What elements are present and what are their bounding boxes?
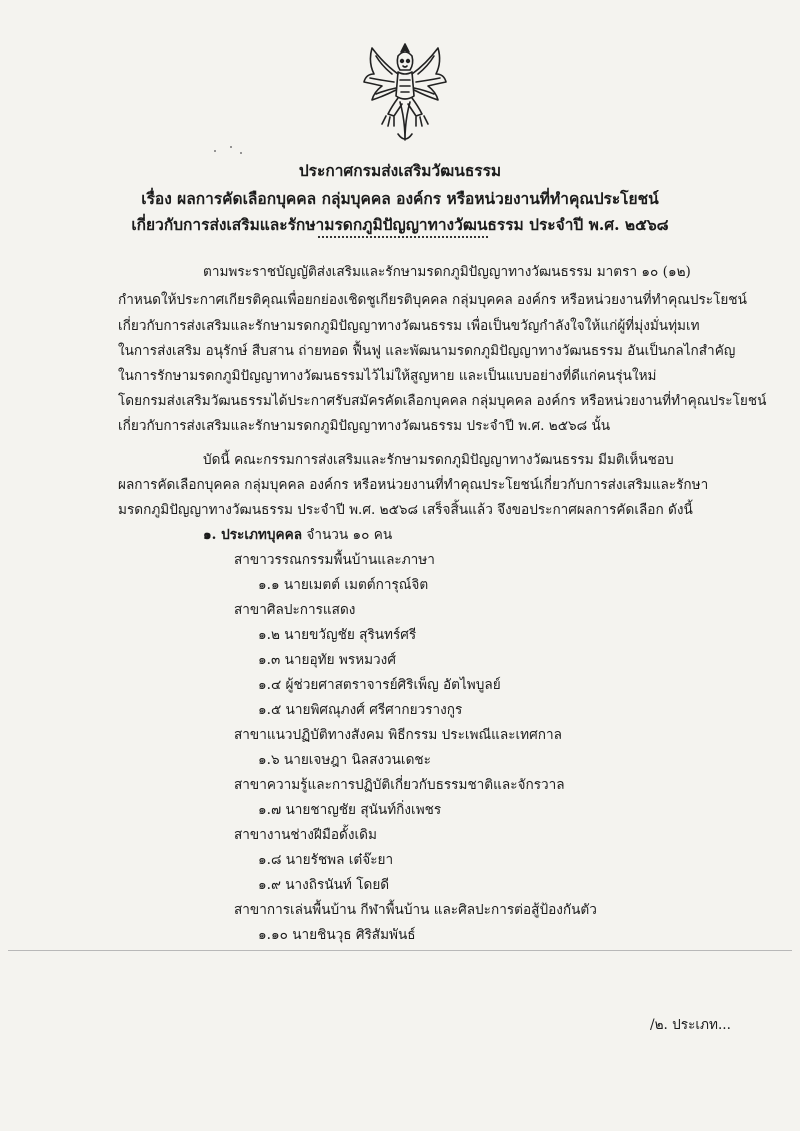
para2-line: มรดกภูมิปัญญาทางวัฒนธรรม ประจำปี พ.ศ. ๒๕๖๘ เสร็จสิ้นแล้ว จึงขอประกาศผลการคัดเลือก ดังนี้ bbox=[118, 502, 693, 518]
scan-speck bbox=[230, 146, 232, 148]
title-separator bbox=[318, 236, 488, 238]
para1-line: ตามพระราชบัญญัติส่งเสริมและรักษามรดกภูมิปัญญาทางวัฒนธรรม มาตรา ๑๐ (๑๒) bbox=[203, 264, 691, 280]
para1-line: โดยกรมส่งเสริมวัฒนธรรมได้ประกาศรับสมัครคัดเลือกบุคคล กลุ่มบุคคล องค์กร หรือหน่วยงานที่ทำคุณประโยชน์ bbox=[118, 393, 767, 409]
category-label: สาขาวรรณกรรมพื้นบ้านและภาษา bbox=[234, 552, 435, 568]
scan-speck bbox=[240, 152, 242, 154]
category-label: สาขางานช่างฝีมือดั้งเดิม bbox=[234, 827, 377, 843]
awardee-item: ๑.๑๐ นายชินวุธ ศิริสัมพันธ์ bbox=[258, 927, 416, 943]
para1-line: กำหนดให้ประกาศเกียรติคุณเพื่อยกย่องเชิดชูเกียรติบุคคล กลุ่มบุคคล องค์กร หรือหน่วยงานที่ทำคุณประโยชน์ bbox=[118, 292, 747, 308]
awardee-item: ๑.๙ นางถิรนันท์ โดยดี bbox=[258, 877, 390, 893]
announcement-subject-continued: เกี่ยวกับการส่งเสริมและรักษามรดกภูมิปัญญาทางวัฒนธรรม ประจำปี พ.ศ. ๒๕๖๘ bbox=[131, 215, 669, 234]
category-label: สาขาศิลปะการแสดง bbox=[234, 602, 356, 618]
scan-fold-line bbox=[8, 950, 792, 951]
awardee-item: ๑.๕ นายพิศณุภงศ์ ศรีศากยวรางกูร bbox=[258, 702, 463, 718]
section-heading bbox=[203, 525, 392, 545]
awardee-item: ๑.๗ นายชาญชัย สุนันท์กิ่งเพชร bbox=[258, 802, 442, 818]
category-label: สาขาแนวปฏิบัติทางสังคม พิธีกรรม ประเพณีและเทศกาล bbox=[234, 727, 562, 743]
announcement-title: ประกาศกรมส่งเสริมวัฒนธรรม bbox=[298, 161, 502, 180]
para2-line: ผลการคัดเลือกบุคคล กลุ่มบุคคล องค์กร หรือหน่วยงานที่ทำคุณประโยชน์เกี่ยวกับการส่งเสริมและรักษา bbox=[118, 477, 709, 493]
para1-line: เกี่ยวกับการส่งเสริมและรักษามรดกภูมิปัญญาทางวัฒนธรรม ประจำปี พ.ศ. ๒๕๖๘ นั้น bbox=[118, 418, 611, 434]
category-label: สาขาความรู้และการปฏิบัติเกี่ยวกับธรรมชาติและจักรวาล bbox=[234, 777, 565, 793]
awardee-item: ๑.๖ นายเจษฎา นิลสงวนเดชะ bbox=[258, 752, 431, 768]
para1-line: ในการรักษามรดกภูมิปัญญาทางวัฒนธรรมไว้ไม่ให้สูญหาย และเป็นแบบอย่างที่ดีแก่คนรุ่นใหม่ bbox=[118, 368, 657, 384]
awardee-item: ๑.๔ ผู้ช่วยศาสตราจารย์ศิริเพ็ญ อัตไพบูลย์ bbox=[258, 677, 501, 693]
para1-line: ในการส่งเสริม อนุรักษ์ สืบสาน ถ่ายทอด ฟื้นฟู และพัฒนามรดกภูมิปัญญาทางวัฒนธรรม อันเป็นกลไกสำคัญ bbox=[118, 343, 736, 359]
category-label: สาขาการเล่นพื้นบ้าน กีฬาพื้นบ้าน และศิลปะการต่อสู้ป้องกันตัว bbox=[234, 902, 597, 918]
section-count: จำนวน ๑๐ คน bbox=[306, 527, 393, 543]
awardee-item: ๑.๓ นายอุทัย พรหมวงศ์ bbox=[258, 652, 396, 668]
para2-line: บัดนี้ คณะกรรมการส่งเสริมและรักษามรดกภูมิปัญญาทางวัฒนธรรม มีมติเห็นชอบ bbox=[203, 452, 674, 468]
continuation-marker: /๒. ประเภท... bbox=[650, 1017, 731, 1033]
scan-speck bbox=[214, 150, 216, 152]
garuda-emblem-icon bbox=[360, 40, 450, 148]
para1-line: เกี่ยวกับการส่งเสริมและรักษามรดกภูมิปัญญาทางวัฒนธรรม เพื่อเป็นขวัญกำลังใจให้แก่ผู้ที่มุ่งมั่นทุ่มเท bbox=[118, 318, 700, 334]
section-title: ๑. ประเภทบุคคล bbox=[203, 527, 303, 543]
awardee-item: ๑.๘ นายรัชพล เต๋จ๊ะยา bbox=[258, 852, 394, 868]
awardee-item: ๑.๑ นายเมตต์ เมตต์การุณ์จิต bbox=[258, 577, 429, 593]
awardee-item: ๑.๒ นายขวัญชัย สุรินทร์ศรี bbox=[258, 627, 417, 643]
announcement-subject: เรื่อง ผลการคัดเลือกบุคคล กลุ่มบุคคล องค์กร หรือหน่วยงานที่ทำคุณประโยชน์ bbox=[141, 189, 659, 208]
